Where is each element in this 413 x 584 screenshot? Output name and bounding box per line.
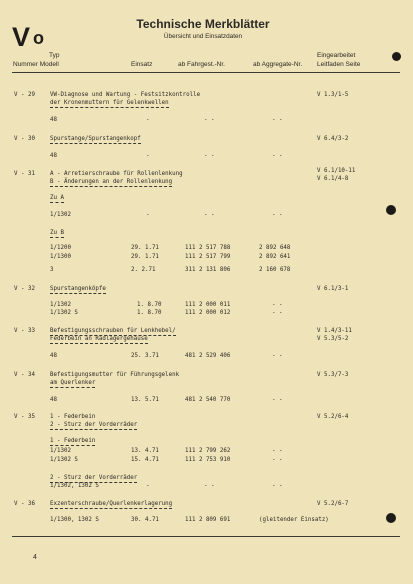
entry-title: Spurstange/Spurstangenkopf	[50, 136, 141, 142]
fahrgest-cell: 111 2 000 011	[185, 302, 231, 308]
leitfaden-ref: V 1.3/1-5	[317, 92, 349, 98]
column-header-leitfaden: Leitfaden Seite	[317, 61, 361, 68]
model-cell: 1/1302, 1302 S	[50, 483, 99, 489]
model-cell: 3	[50, 267, 54, 273]
aggregat-cell: - -	[272, 153, 283, 159]
einsatz-cell: 25. 3.71	[131, 353, 159, 359]
model-cell: 1/1302	[50, 448, 71, 454]
page-number: 4	[33, 554, 37, 561]
entry-title: der Kronenmuttern für Gelenkwellen	[50, 100, 169, 106]
leitfaden-ref: V 6.1/10-11	[317, 168, 356, 174]
punch-hole-bottom	[386, 513, 396, 523]
model-cell: 1/1300, 1302 S	[50, 517, 99, 523]
einsatz-cell: 2. 2.71	[131, 267, 156, 273]
leitfaden-ref: V 5.2/6-4	[317, 414, 349, 420]
fahrgest-cell: 481 2 540 770	[185, 397, 231, 403]
entry-number: V - 30	[14, 136, 35, 142]
model-cell: 1/1302	[50, 212, 71, 218]
vo-logo: Vo	[12, 22, 46, 52]
column-header-eingearbeitet: Eingearbeitet	[317, 52, 356, 59]
model-cell: 1/1302	[50, 302, 71, 308]
model-cell: 48	[50, 353, 57, 359]
leitfaden-ref: V 5.2/6-7	[317, 501, 349, 507]
leitfaden-ref: V 6.4/3-2	[317, 136, 349, 142]
fahrgest-cell: - -	[204, 212, 215, 218]
subsection-label: 2 - Sturz der Vorderräder	[50, 475, 138, 481]
leitfaden-ref: V 6.1/4-8	[317, 176, 349, 182]
entry-title: Exzenterschraube/Querlenkerlagerung	[50, 501, 173, 507]
einsatz-cell: 30. 4.71	[131, 517, 159, 523]
einsatz-cell: 1. 8.70	[137, 302, 162, 308]
einsatz-cell: 13. 5.71	[131, 397, 159, 403]
subsection-label: 1 - Federbein	[50, 438, 96, 444]
aggregat-cell: - -	[272, 457, 283, 463]
entry-number: V - 33	[14, 328, 35, 334]
fahrgest-cell: - -	[204, 117, 215, 123]
einsatz-cell: 13. 4.71	[131, 448, 159, 454]
entry-title: B - Änderungen an der Rollenlenkung	[50, 179, 173, 185]
entry-number: V - 36	[14, 501, 35, 507]
page-title: Technische Merkblätter	[136, 17, 270, 31]
punch-hole-top	[392, 52, 401, 61]
aggregat-cell: - -	[272, 397, 283, 403]
entry-title: 2 - Sturz der Vorderräder	[50, 422, 138, 428]
column-header-fahrgest: ab Fahrgest.-Nr.	[178, 61, 225, 68]
entry-title: Federbein an Radlagergehäuse	[50, 336, 148, 342]
model-cell: 1/1302 S	[50, 310, 78, 316]
entry-number: V - 32	[14, 286, 35, 292]
fahrgest-cell: 481 2 529 406	[185, 353, 231, 359]
fahrgest-cell: 111 2 517 799	[185, 254, 231, 260]
einsatz-cell: 15. 4.71	[131, 457, 159, 463]
einsatz-cell: -	[146, 117, 150, 123]
einsatz-cell: 29. 1.71	[131, 245, 159, 251]
aggregat-cell: - -	[272, 353, 283, 359]
model-cell: 48	[50, 397, 57, 403]
subsection-label: Zu B	[50, 230, 64, 236]
entry-title: Befestigungsmutter für Führungsgelenk	[50, 372, 180, 378]
fahrgest-cell: 111 2 753 910	[185, 457, 231, 463]
column-header-nummer-modell: Nummer Modell	[13, 61, 59, 68]
model-cell: 1/1300	[50, 254, 71, 260]
leitfaden-ref: V 1.4/3-11	[317, 328, 352, 334]
header-rule	[12, 72, 400, 73]
entry-number: V - 31	[14, 171, 35, 177]
punch-hole-middle	[386, 205, 396, 215]
fahrgest-cell: 111 2 799 262	[185, 448, 231, 454]
entry-title: Spurstangenköpfe	[50, 286, 106, 292]
einsatz-cell: -	[146, 483, 150, 489]
aggregat-cell: 2 160 678	[259, 267, 291, 273]
entry-title: Befestigungsschrauben für Lenkhebel/	[50, 328, 176, 334]
aggregat-cell: - -	[272, 483, 283, 489]
aggregat-cell: - -	[272, 302, 283, 308]
leitfaden-ref: V 5.3/5-2	[317, 336, 349, 342]
leitfaden-ref: V 6.1/3-1	[317, 286, 349, 292]
aggregat-cell: (gleitender Einsatz)	[259, 517, 329, 523]
leitfaden-ref: V 5.3/7-3	[317, 372, 349, 378]
entry-number: V - 29	[14, 92, 35, 98]
fahrgest-cell: 311 2 131 806	[185, 267, 231, 273]
column-header-aggregate: ab Aggregate-Nr.	[253, 61, 303, 68]
model-cell: 1/1200	[50, 245, 71, 251]
fahrgest-cell: - -	[204, 483, 215, 489]
column-header-einsatz: Einsatz	[131, 61, 153, 68]
footer-rule	[12, 536, 400, 537]
entry-title: 1 - Federbein	[50, 414, 96, 420]
fahrgest-cell: 111 2 809 691	[185, 517, 231, 523]
aggregat-cell: 2 892 641	[259, 254, 291, 260]
einsatz-cell: 1. 8.70	[137, 310, 162, 316]
entry-number: V - 34	[14, 372, 35, 378]
entry-title: A - Arretierschraube für Rollenlenkung	[50, 171, 183, 177]
entry-title: am Querlenker	[50, 380, 96, 386]
model-cell: 1/1302 S	[50, 457, 78, 463]
fahrgest-cell: 111 2 000 012	[185, 310, 231, 316]
fahrgest-cell: - -	[204, 153, 215, 159]
entry-title: VW-Diagnose und Wartung - Festsitzkontrolle	[50, 92, 201, 98]
column-header-typ: Typ	[49, 52, 60, 59]
einsatz-cell: 29. 1.71	[131, 254, 159, 260]
model-cell: 48	[50, 153, 57, 159]
einsatz-cell: -	[146, 153, 150, 159]
aggregat-cell: 2 892 648	[259, 245, 291, 251]
aggregat-cell: - -	[272, 117, 283, 123]
aggregat-cell: - -	[272, 310, 283, 316]
aggregat-cell: - -	[272, 212, 283, 218]
einsatz-cell: -	[146, 212, 150, 218]
fahrgest-cell: 111 2 517 788	[185, 245, 231, 251]
model-cell: 48	[50, 117, 57, 123]
aggregat-cell: - -	[272, 448, 283, 454]
entry-number: V - 35	[14, 414, 35, 420]
page-subtitle: Übersicht und Einsatzdaten	[163, 33, 243, 40]
subsection-label: Zu A	[50, 195, 64, 201]
